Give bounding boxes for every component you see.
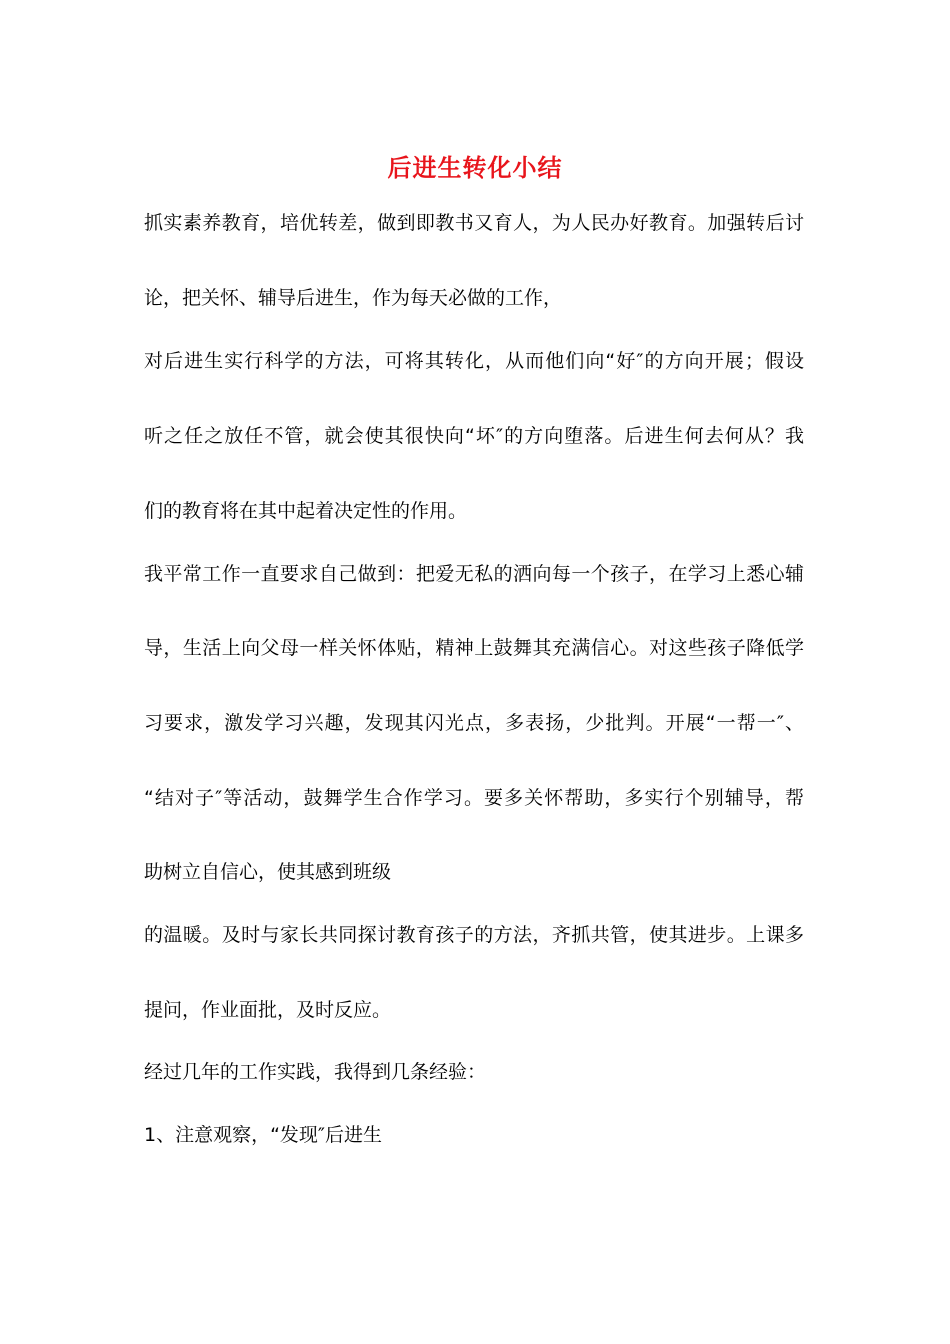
document-title: 后进生转化小结 xyxy=(387,153,563,182)
body-line: 经过几年的工作实践，我得到几条经验： xyxy=(144,1061,487,1083)
body-line: 提问，作业面批，及时反应。 xyxy=(144,999,392,1021)
body-line: 我平常工作一直要求自己做到：把爱无私的洒向每一个孩子，在学习上悉心辅 xyxy=(144,563,804,585)
body-line: 导，生活上向父母一样关怀体贴，精神上鼓舞其充满信心。对这些孩子降低学 xyxy=(144,637,804,659)
body-line: 抓实素养教育，培优转差，做到即教书又育人，为人民办好教育。加强转后讨 xyxy=(144,212,804,234)
body-line: 对后进生实行科学的方法，可将其转化，从而他们向“好″的方向开展；假设 xyxy=(144,350,804,372)
body-line: 们的教育将在其中起着决定性的作用。 xyxy=(144,500,468,522)
body-line: 的温暖。及时与家长共同探讨教育孩子的方法，齐抓共管，使其进步。上课多 xyxy=(144,924,804,946)
body-line: 1、注意观察，“发现″后进生 xyxy=(144,1124,383,1146)
body-line: 习要求，激发学习兴趣，发现其闪光点，多表扬，少批判。开展“一帮一″、 xyxy=(144,712,804,734)
body-line: 论，把关怀、辅导后进生，作为每天必做的工作， xyxy=(144,287,563,309)
body-line: 听之任之放任不管，就会使其很快向“坏″的方向堕落。后进生何去何从？我 xyxy=(144,425,804,447)
body-line: “结对子″等活动，鼓舞学生合作学习。要多关怀帮助，多实行个别辅导，帮 xyxy=(144,787,804,809)
body-line: 助树立自信心，使其感到班级 xyxy=(144,861,392,883)
